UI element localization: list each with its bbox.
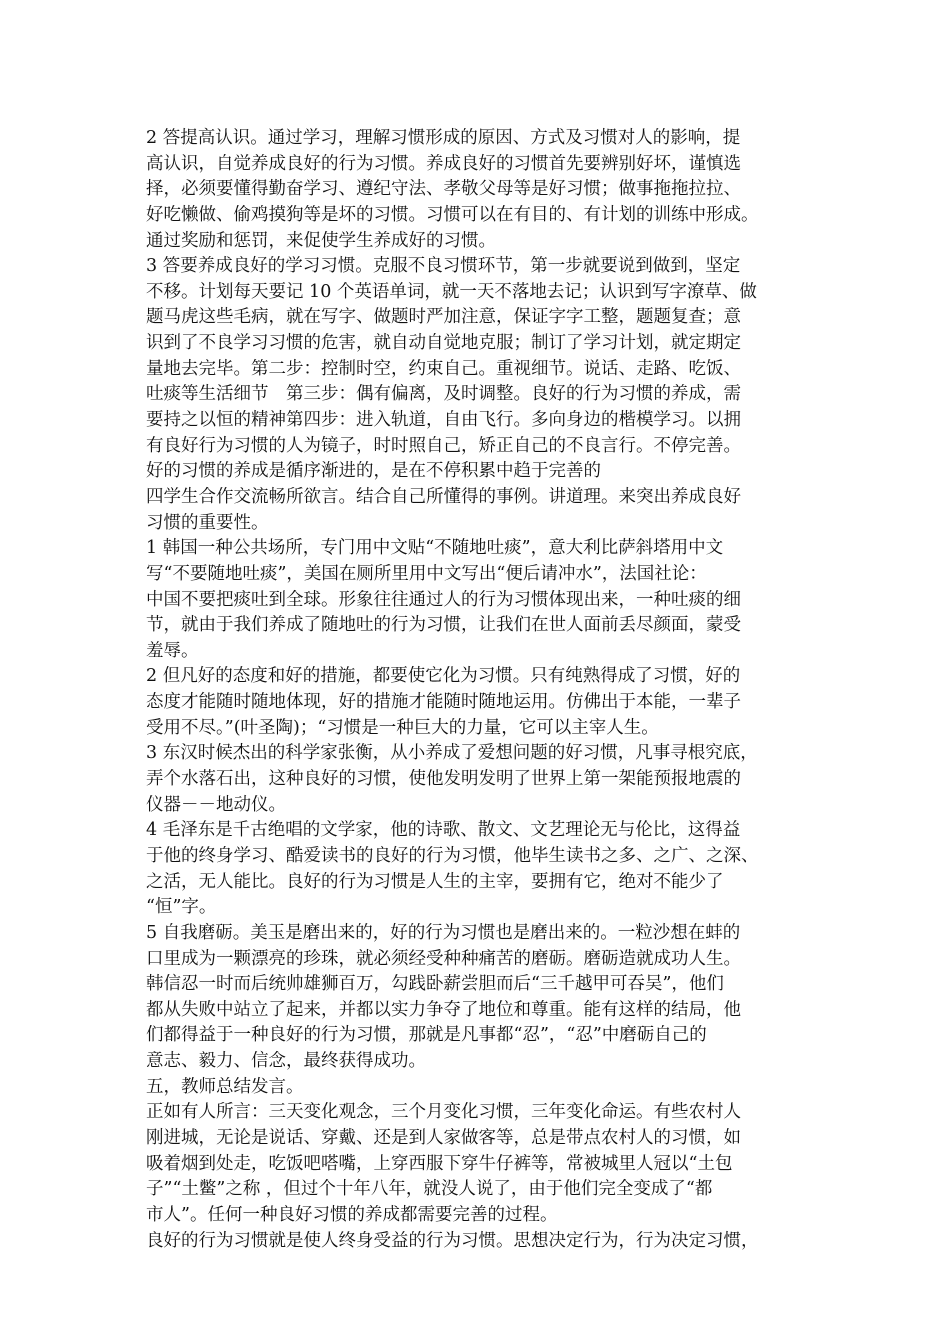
text-line: 3 东汉时候杰出的科学家张衡，从小养成了爱想问题的好习惯，凡事寻根究底， bbox=[146, 743, 758, 764]
text-line: 2 答提高认识。通过学习，理解习惯形成的原因、方式及习惯对人的影响，提 bbox=[146, 128, 741, 148]
text-line: 都从失败中站立了起来，并都以实力争夺了地位和尊重。能有这样的结局，他 bbox=[146, 999, 741, 1020]
text-line: 正如有人所言：三天变化观念，三个月变化习惯，三年变化命运。有些农村人 bbox=[146, 1102, 741, 1123]
text-line: 4 毛泽东是千古绝唱的文学家，他的诗歌、散文、文艺理论无与伦比，这得益 bbox=[146, 820, 741, 841]
text-line: 仪器－－地动仪。 bbox=[146, 794, 286, 815]
text-line: 之活，无人能比。良好的行为习惯是人生的主宰，要拥有它，绝对不能少了 bbox=[146, 871, 724, 892]
text-line: 口里成为一颗漂亮的珍珠，就必须经受种种痛苦的磨砺。磨砺造就成功人生。 bbox=[146, 948, 741, 969]
text-line: 有良好行为习惯的人为镜子，时时照自己，矫正自己的不良言行。不停完善。 bbox=[146, 435, 741, 456]
text-line: 通过奖励和惩罚，来促使学生养成好的习惯。 bbox=[146, 230, 496, 251]
text-line: 量地去完毕。第二步：控制时空，约束自己。重视细节。说话、走路、吃饭、 bbox=[146, 358, 741, 379]
text-line: 3 答要养成良好的学习习惯。克服不良习惯环节，第一步就要说到做到，坚定 bbox=[146, 256, 741, 277]
document-body bbox=[146, 126, 816, 1254]
text-line: 五，教师总结发言。 bbox=[146, 1076, 304, 1097]
text-line: 好的习惯的养成是循序渐进的，是在不停积累中趋于完善的 bbox=[146, 461, 601, 482]
text-line: “恒”字。 bbox=[146, 897, 217, 918]
text-line: 识到了不良学习习惯的危害，就自动自觉地克服；制订了学习计划，就定期定 bbox=[146, 333, 741, 354]
text-line: 要持之以恒的精神第四步：进入轨道，自由飞行。多向身边的楷模学习。以拥 bbox=[146, 410, 741, 431]
text-line: 2 但凡好的态度和好的措施，都要使它化为习惯。只有纯熟得成了习惯，好的 bbox=[146, 666, 741, 687]
text-line: 1 韩国一种公共场所，专门用中文贴“不随地吐痰”，意大利比萨斜塔用中文 bbox=[146, 538, 724, 559]
text-line: 受用不尽。”(叶圣陶)；“习惯是一种巨大的力量，它可以主宰人生。 bbox=[146, 717, 659, 738]
text-line: 于他的终身学习、酷爱读书的良好的行为习惯，他毕生读书之多、之广、之深、 bbox=[146, 845, 759, 866]
text-line: 弄个水落石出，这种良好的习惯，使他发明发明了世界上第一架能预报地震的 bbox=[146, 769, 741, 790]
text-line: 节，就由于我们养成了随地吐的行为习惯，让我们在世人面前丢尽颜面，蒙受 bbox=[146, 615, 741, 636]
text-line: 吸着烟到处走，吃饭吧嗒嘴，上穿西服下穿牛仔裤等，常被城里人冠以“土包 bbox=[146, 1153, 733, 1174]
text-line: 中国不要把痰吐到全球。形象往往通过人的行为习惯体现出来，一种吐痰的细 bbox=[146, 589, 741, 610]
text-line: 们都得益于一种良好的行为习惯，那就是凡事都“忍”，“忍”中磨砺自己的 bbox=[146, 1025, 707, 1046]
text-line: 市人”。任何一种良好习惯的养成都需要完善的过程。 bbox=[146, 1204, 558, 1225]
text-line: 态度才能随时随地体现，好的措施才能随时随地运用。仿佛出于本能，一辈子 bbox=[146, 692, 741, 713]
text-line: 择，必须要懂得勤奋学习、遵纪守法、孝敬父母等是好习惯；做事拖拖拉拉、 bbox=[146, 179, 741, 200]
text-line: 羞辱。 bbox=[146, 640, 199, 661]
text-line: 四学生合作交流畅所欲言。结合自己所懂得的事例。讲道理。来突出养成良好 bbox=[146, 486, 741, 507]
text-line: 高认识，自觉养成良好的行为习惯。养成良好的习惯首先要辨别好坏，谨慎选 bbox=[146, 153, 741, 174]
text-line: 韩信忍一时而后统帅雄狮百万，勾践卧薪尝胆而后“三千越甲可吞吴”，他们 bbox=[146, 974, 724, 995]
text-line: 习惯的重要性。 bbox=[146, 512, 269, 533]
text-line: 吐痰等生活细节 第三步：偶有偏离，及时调整。良好的行为习惯的养成，需 bbox=[146, 384, 741, 405]
text-line: 刚进城，无论是说话、穿戴、还是到人家做客等，总是带点农村人的习惯，如 bbox=[146, 1127, 741, 1148]
text-line: 题马虎这些毛病，就在写字、做题时严加注意，保证字字工整，题题复查；意 bbox=[146, 307, 741, 328]
text-line: 不移。计划每天要记 10 个英语单词，就一天不落地去记；认识到写字潦草、做 bbox=[146, 281, 757, 302]
text-line: 好吃懒做、偷鸡摸狗等是坏的习惯。习惯可以在有目的、有计划的训练中形成。 bbox=[146, 204, 759, 225]
text-line: 写“不要随地吐痰”，美国在厕所里用中文写出“便后请冲水”，法国社论： bbox=[146, 563, 707, 584]
text-line: 子”“土鳖”之称 ，但过个十年八年，就没人说了，由于他们完全变成了“都 bbox=[146, 1179, 713, 1200]
text-line: 意志、毅力、信念，最终获得成功。 bbox=[146, 1051, 426, 1072]
text-line: 5 自我磨砺。美玉是磨出来的，好的行为习惯也是磨出来的。一粒沙想在蚌的 bbox=[146, 922, 741, 943]
text-line: 良好的行为习惯就是使人终身受益的行为习惯。思想决定行为，行为决定习惯， bbox=[146, 1230, 759, 1251]
